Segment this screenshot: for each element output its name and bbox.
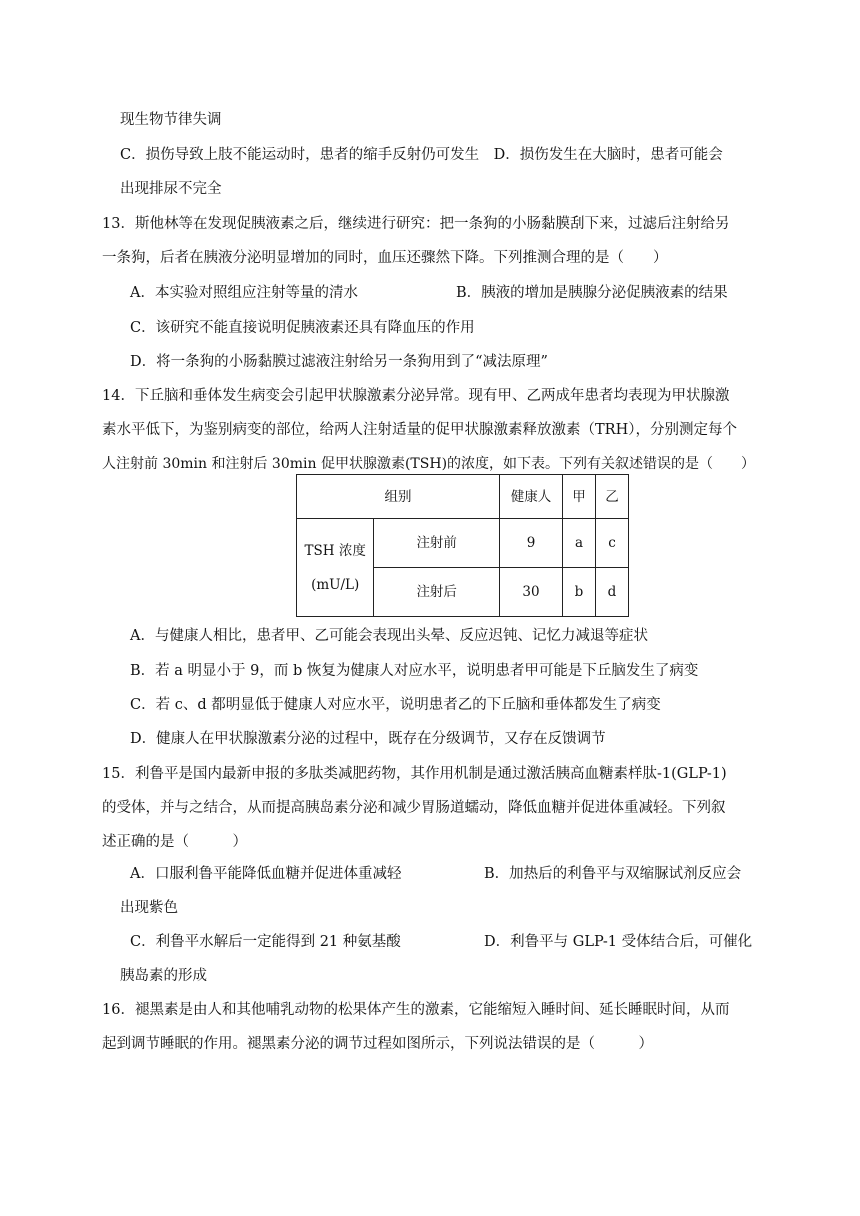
- q15-option-b-continuation: 出现紫色: [120, 900, 178, 916]
- q15-option-d-continuation: 胰岛素的形成: [120, 968, 207, 984]
- tsh-label-line-1: TSH 浓度: [304, 542, 366, 559]
- table-cell-before-jia: a: [563, 519, 596, 568]
- table-label-before: 注射前: [374, 519, 500, 568]
- q14-stem-line-2: 素水平低下，为鉴别病变的部位，给两人注射适量的促甲状腺激素释放激素（TRH），分别测定每个: [102, 422, 737, 438]
- table-header-jia: 甲: [563, 475, 596, 519]
- q14-option-b: B．若 a 明显小于 9，而 b 恢复为健康人对应水平，说明患者甲可能是下丘脑发生了病变: [130, 663, 699, 679]
- q15-option-c: C．利鲁平水解后一定能得到 21 种氨基酸: [130, 934, 401, 950]
- q14-option-a: A．与健康人相比，患者甲、乙可能会表现出头晕、反应迟钝、记忆力减退等症状: [130, 628, 648, 644]
- q13-option-c: C．该研究不能直接说明促胰液素还具有降血压的作用: [130, 320, 475, 336]
- q16-stem-line-1: 16．褪黑素是由人和其他哺乳动物的松果体产生的激素，它能缩短入睡时间、延长睡眠时间，从而: [102, 1002, 730, 1018]
- tsh-label-line-2: (mU/L): [311, 576, 360, 593]
- table-cell-after-yi: d: [596, 568, 629, 617]
- q12-option-d-continuation: 出现排尿不完全: [120, 181, 222, 197]
- q13-option-a: A．本实验对照组应注射等量的清水: [130, 285, 358, 301]
- table-cell-after-healthy: 30: [500, 568, 563, 617]
- q12-options-c-d: C．损伤导致上肢不能运动时，患者的缩手反射仍可发生 D．损伤发生在大脑时，患者可能会: [120, 147, 723, 163]
- q14-stem-line-3: 人注射前 30min 和注射后 30min 促甲状腺激素(TSH)的浓度，如下表。下列有关叙述错误的是（ ）: [102, 456, 756, 472]
- q15-option-a: A．口服利鲁平能降低血糖并促进体重减轻: [130, 866, 402, 882]
- table-cell-before-healthy: 9: [500, 519, 563, 568]
- q12-option-b-continuation: 现生物节律失调: [120, 112, 222, 128]
- q13-option-d: D．将一条狗的小肠黏膜过滤液注射给另一条狗用到了“减法原理”: [130, 354, 548, 370]
- table-cell-before-yi: c: [596, 519, 629, 568]
- q14-option-c: C．若 c、d 都明显低于健康人对应水平，说明患者乙的下丘脑和垂体都发生了病变: [130, 697, 661, 713]
- q14-stem-line-1: 14．下丘脑和垂体发生病变会引起甲状腺激素分泌异常。现有甲、乙两成年患者均表现为甲状腺激: [102, 388, 730, 404]
- tsh-table: [296, 474, 629, 617]
- q15-option-b: B．加热后的利鲁平与双缩脲试剂反应会: [484, 866, 742, 882]
- q15-stem-line-1: 15．利鲁平是国内最新申报的多肽类减肥药物，其作用机制是通过激活胰高血糖素样肽-1(GLP-1): [102, 766, 727, 782]
- q15-option-d: D．利鲁平与 GLP-1 受体结合后，可催化: [484, 934, 753, 950]
- table-row-label-tsh: [297, 519, 374, 617]
- table-header-healthy: 健康人: [500, 475, 563, 519]
- q14-option-d: D．健康人在甲状腺激素分泌的过程中，既存在分级调节，又存在反馈调节: [130, 731, 606, 747]
- q13-stem-line-2: 一条狗，后者在胰液分泌明显增加的同时，血压还骤然下降。下列推测合理的是（ ）: [102, 250, 668, 266]
- q16-stem-line-2: 起到调节睡眠的作用。褪黑素分泌的调节过程如图所示，下列说法错误的是（ ）: [102, 1036, 653, 1052]
- q15-stem-line-3: 述正确的是（ ）: [102, 834, 247, 850]
- q13-option-b: B．胰液的增加是胰腺分泌促胰液素的结果: [456, 285, 728, 301]
- table-cell-after-jia: b: [563, 568, 596, 617]
- table-header-group: 组别: [297, 475, 500, 519]
- q13-stem-line-1: 13．斯他林等在发现促胰液素之后，继续进行研究：把一条狗的小肠黏膜刮下来，过滤后注射给另: [102, 216, 730, 232]
- q15-stem-line-2: 的受体，并与之结合，从而提高胰岛素分泌和减少胃肠道蠕动，降低血糖并促进体重减轻。下列叙: [102, 800, 726, 816]
- table-label-after: 注射后: [374, 568, 500, 617]
- table-header-yi: 乙: [596, 475, 629, 519]
